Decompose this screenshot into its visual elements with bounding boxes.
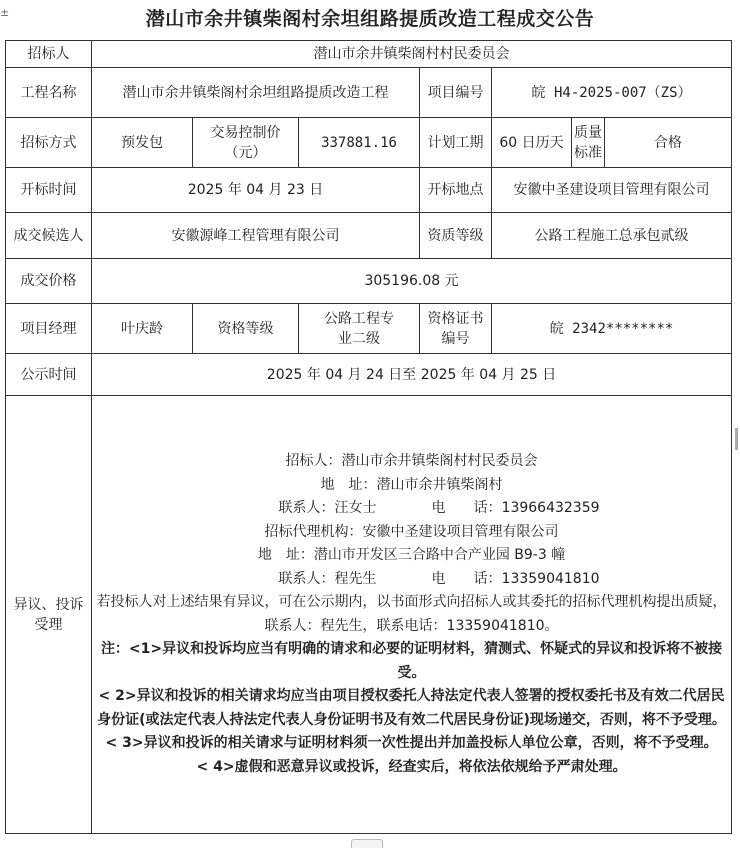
bid-method-label: 招标方式: [6, 118, 92, 168]
opening-time-label: 开标时间: [6, 168, 92, 213]
scroll-indicator[interactable]: [735, 428, 738, 450]
objection-note-3: < 3>异议和投诉的相关请求与证明材料须一次性提出并加盖投标人单位公章，否则，将不予受理。: [105, 735, 718, 751]
deal-price-value: 305196.08 元: [92, 259, 732, 304]
objection-note-4: < 4>虚假和恶意异议或投诉，经查实后，将依法依规给予严肃处理。: [196, 758, 627, 775]
objection-label: 异议、投诉受理: [6, 396, 92, 834]
quality-standard-label: 质量标准: [572, 118, 605, 168]
planned-period-label: 计划工期: [420, 118, 492, 168]
candidate-label: 成交候选人: [6, 213, 92, 259]
row-manager: [6, 304, 732, 354]
objection-content: [92, 396, 732, 834]
control-price-label: 交易控制价（元）: [193, 118, 299, 168]
project-manager-value: 叶庆龄: [92, 304, 193, 354]
project-code-label: 项目编号: [420, 68, 492, 118]
row-candidate: [6, 213, 732, 259]
objection-statement: 若投标人对上述结果有异议，可在公示期内，以书面形式向招标人或其委托的招标代理机构提出质疑，联系人：程先生，联系电话：13359041810。: [96, 594, 727, 634]
objection-agency-address: 地 址：潜山市开发区三合路中合产业园 B9-3 幢: [257, 547, 566, 563]
project-name-value: 潜山市余井镇柴阁村余坦组路提质改造工程: [92, 68, 420, 118]
row-opening: [6, 168, 732, 213]
objection-agency-contact-row: [94, 568, 729, 592]
publicity-time-value: 2025 年 04 月 24 日至 2025 年 04 月 25 日: [92, 354, 732, 396]
candidate-value: 安徽源峰工程管理有限公司: [92, 213, 420, 259]
certificate-label: 资格证书编号: [420, 304, 492, 354]
tenderer-label: 招标人: [6, 41, 92, 68]
row-tenderer: [6, 41, 732, 68]
objection-tenderer-phone: 电 话：13966432359: [431, 500, 600, 516]
certificate-value: 皖 2342********: [492, 304, 732, 354]
row-method: [6, 118, 732, 168]
objection-note-1: 注：<1>异议和投诉均应当有明确的请求和必要的证明材料，猜测式、怀疑式的异议和投诉将不被接受。: [100, 641, 723, 681]
publicity-time-label: 公示时间: [6, 354, 92, 396]
planned-period-value: 60 日历天: [492, 118, 572, 168]
project-manager-label: 项目经理: [6, 304, 92, 354]
grade-value: 公路工程专业二级: [299, 304, 420, 354]
objection-tenderer-contact: 联系人：汪女士: [278, 500, 377, 516]
objection-note-2: < 2>异议和投诉的相关请求均应当由项目授权委托人持法定代表人签署的授权委托书及有效二代居民身份证(或法定代表人持法定代表人身份证明书及有效二代居民身份证)现场递交，否则，将不予受理。: [97, 688, 726, 728]
corner-mark: ±: [0, 6, 10, 19]
quality-standard-value: 合格: [605, 118, 732, 168]
tenderer-value: 潜山市余井镇柴阁村村民委员会: [92, 41, 732, 68]
control-price-value: 337881.16: [299, 118, 420, 168]
project-code-value: 皖 H4-2025-007（ZS）: [492, 68, 732, 118]
objection-agency-phone: 电 话：13359041810: [431, 570, 600, 587]
bid-method-value: 预发包: [92, 118, 193, 168]
project-name-label: 工程名称: [6, 68, 92, 118]
grade-label: 资格等级: [193, 304, 299, 354]
opening-place-value: 安徽中圣建设项目管理有限公司: [492, 168, 732, 213]
objection-tenderer: 招标人：潜山市余井镇柴阁村村民委员会: [285, 453, 538, 469]
row-objection: [6, 396, 732, 834]
opening-time-value: 2025 年 04 月 23 日: [92, 168, 420, 213]
objection-agency-contact: 联系人：程先生: [278, 570, 377, 587]
announcement-table: [5, 40, 732, 834]
opening-place-label: 开标地点: [420, 168, 492, 213]
deal-price-label: 成交价格: [6, 259, 92, 304]
row-project: [6, 68, 732, 118]
objection-tenderer-contact-row: [94, 497, 729, 521]
objection-agency: 招标代理机构：安徽中圣建设项目管理有限公司: [264, 523, 559, 540]
row-publicity: [6, 354, 732, 396]
bottom-scroll-tab[interactable]: [351, 839, 383, 848]
qualification-value: 公路工程施工总承包贰级: [492, 213, 732, 259]
qualification-label: 资质等级: [420, 213, 492, 259]
row-price: [6, 259, 732, 304]
document-title: 潜山市余井镇柴阁村余坦组路提质改造工程成交公告: [145, 8, 595, 30]
objection-tenderer-address: 地 址：潜山市余井镇柴阁村: [320, 476, 503, 493]
